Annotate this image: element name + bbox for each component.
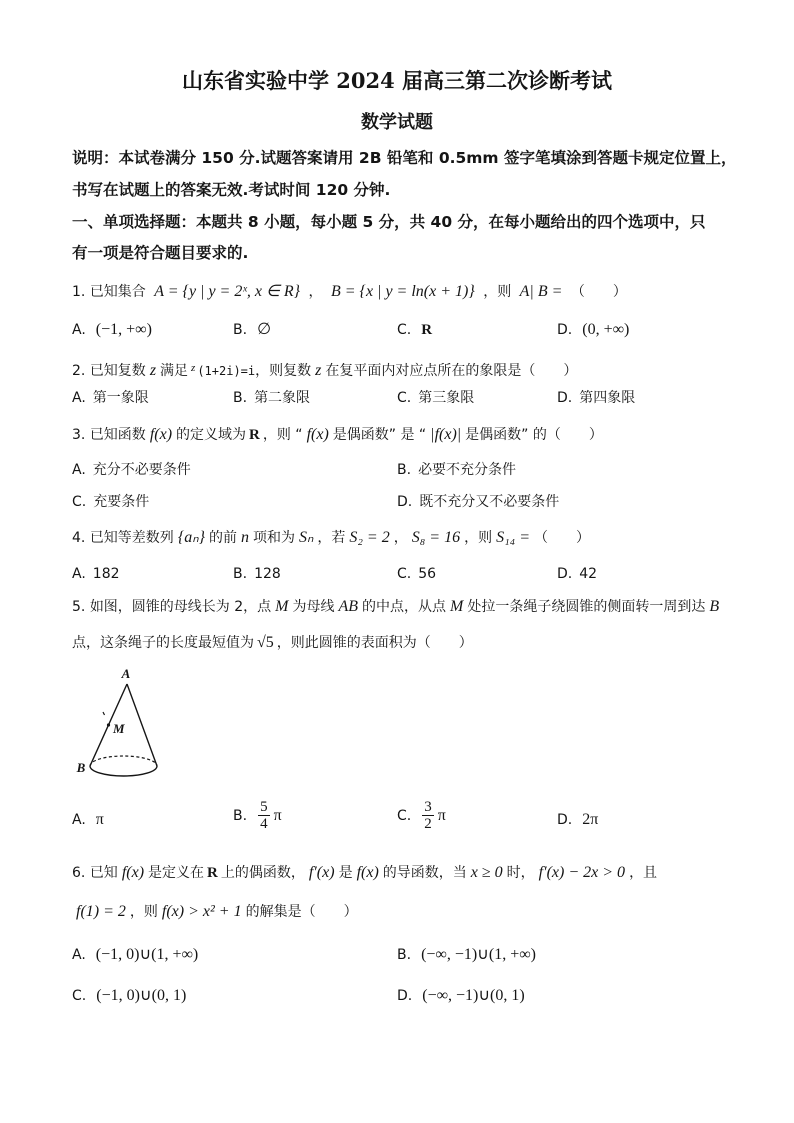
math-point: M (275, 598, 289, 615)
question-text: 如图，圆锥的母线长为 2，点 (89, 599, 272, 615)
option-value: 第四象限 (579, 390, 636, 406)
math-segment: AB (338, 598, 359, 615)
section-heading-line-1: 一、单项选择题：本题共 8 小题，每小题 5 分，共 40 分，在每小题给出的四个选项中，只 (72, 213, 706, 231)
question-5-line-1 (72, 596, 723, 618)
option-label: A. (72, 462, 86, 478)
q3-option-b (397, 459, 516, 481)
q2-option-d (557, 387, 635, 409)
question-number: 5. (72, 599, 86, 615)
q6-option-c (72, 985, 189, 1007)
question-text: 的解集是（ ） (245, 904, 358, 920)
math-abs-function: |f(x)| (430, 426, 462, 443)
question-text: 已知等差数列 (89, 530, 174, 546)
option-label: C. (397, 807, 412, 824)
cone-figure (70, 662, 170, 787)
option-label: A. (72, 812, 86, 828)
math-variable: n (240, 529, 249, 546)
option-value: ∅ (257, 321, 271, 338)
q1-option-a (72, 319, 155, 341)
math-set-b: B = {x | y = ln(x + 1)} (330, 283, 475, 300)
question-2 (72, 357, 577, 382)
cone-right-generatrix (127, 684, 157, 766)
question-text: 的前 (208, 530, 237, 546)
option-value: 第二象限 (254, 390, 311, 406)
math-set-a: A = {y | y = 2ˣ, x ∈ R} (154, 283, 301, 300)
q1-option-b (233, 319, 274, 341)
option-value: 第一象限 (92, 390, 149, 406)
option-value: 第三象限 (418, 390, 475, 406)
math-variable: z (191, 362, 196, 374)
answer-bracket: （ ） (570, 284, 627, 300)
option-value: 充分不必要条件 (92, 462, 191, 478)
option-value: 42 (579, 566, 598, 582)
option-label: B. (397, 947, 412, 963)
math-function: f(x) (149, 426, 173, 443)
tick-mark (103, 712, 105, 715)
instructions-line-2: 书写在试题上的答案无效.考试时间 120 分钟. (72, 181, 391, 199)
math-variable: z (149, 362, 157, 379)
q1-option-d (557, 319, 632, 341)
question-text: 的中点，从点 (362, 599, 447, 615)
option-value: (0, +∞) (582, 321, 630, 338)
option-label: D. (557, 390, 573, 406)
question-text: ，则 “ (262, 427, 303, 443)
math-function: f(x) (306, 426, 329, 443)
option-value: 128 (254, 566, 281, 582)
q4-option-d (557, 563, 597, 585)
q6-option-a (72, 944, 201, 966)
option-value: 2π (582, 811, 599, 828)
question-number: 6. (72, 865, 86, 881)
option-label: B. (233, 322, 248, 338)
q4-option-b (233, 563, 281, 585)
q2-option-c (397, 387, 474, 409)
question-6-line-1 (72, 862, 657, 884)
math-function: f(x) (356, 864, 379, 881)
question-text: ，则 (483, 284, 512, 300)
question-text: ，则 (464, 530, 493, 546)
q1-option-c (397, 319, 435, 341)
question-text: 在复平面内对应点所在的象限是（ ） (325, 363, 578, 379)
q5-option-d (557, 809, 601, 831)
question-number: 2. (72, 363, 86, 379)
q4-option-c (397, 563, 436, 585)
option-value: 182 (92, 566, 120, 582)
option-label: A. (72, 322, 86, 338)
question-text: 是偶函数” 是 “ (332, 427, 427, 443)
fraction-denominator: 4 (260, 816, 268, 832)
option-label: B. (233, 390, 248, 406)
question-text: ，则此圆锥的表面积为（ ） (276, 635, 473, 651)
question-text: ，且 (629, 865, 658, 881)
fraction-numerator: 3 (424, 799, 432, 815)
math-real-set: R (207, 865, 218, 881)
question-text: 已知集合 (89, 284, 146, 300)
option-label: B. (233, 807, 248, 824)
question-text: ， (393, 530, 408, 546)
math-sum: Sₙ (298, 529, 314, 546)
question-text: 已知复数 (89, 363, 146, 379)
question-4 (72, 527, 590, 549)
q3-option-c (72, 491, 149, 513)
question-text: 点，这条绳子的长度最短值为 (72, 635, 254, 651)
option-label: D. (397, 988, 413, 1004)
option-value: (−1, 0)∪(1, +∞) (95, 946, 199, 963)
question-6-line-2 (72, 901, 358, 923)
option-value: π (273, 806, 282, 824)
option-label: A. (72, 566, 86, 582)
math-function: f(x) (121, 864, 145, 881)
option-label: B. (233, 566, 248, 582)
option-value: (−∞, −1)∪(1, +∞) (421, 946, 536, 963)
q6-option-d (397, 985, 528, 1007)
question-text: 已知 (89, 865, 118, 881)
question-text: ， (308, 284, 323, 300)
question-text: 是偶函数” 的（ ） (465, 427, 603, 443)
question-3 (72, 424, 603, 446)
fraction-numerator: 5 (260, 799, 268, 815)
math-sequence: {aₙ} (177, 529, 205, 546)
option-value: π (437, 806, 446, 824)
math-condition: x ≥ 0 (470, 864, 503, 881)
option-label: D. (557, 322, 573, 338)
math-sqrt: √5 (257, 634, 274, 651)
q2-option-a (72, 387, 149, 409)
option-label: C. (397, 322, 412, 338)
option-value: 既不充分又不必要条件 (419, 494, 560, 510)
question-text: 时， (506, 865, 535, 881)
option-value: 充要条件 (93, 494, 150, 510)
math-real-set: R (249, 427, 260, 443)
math-expression: S₁₄ = (496, 529, 530, 546)
question-text: ，则 (129, 904, 158, 920)
math-inequality: f(x) > x² + 1 (161, 903, 242, 920)
question-text: 的定义域为 (176, 427, 247, 443)
math-point: M (450, 598, 464, 615)
question-text: 的导函数，当 (382, 865, 467, 881)
math-equation: S₈ = 16 (411, 529, 461, 546)
question-text: ，则复数 (255, 363, 312, 379)
q4-option-a (72, 563, 120, 585)
instructions-line-1: 说明：本试卷满分 150 分.试题答案请用 2B 铅笔和 0.5mm 签字笔填涂到答题卡规定位置上， (72, 149, 737, 167)
math-point: B (709, 598, 720, 615)
math-equation: (1+2i)=i (197, 364, 256, 378)
question-text: ，若 (317, 530, 346, 546)
math-variable: z (315, 362, 322, 379)
question-number: 3. (72, 427, 86, 443)
q5-option-a (72, 809, 107, 831)
midpoint-label: M (113, 721, 125, 736)
option-value: π (95, 811, 104, 828)
question-number: 4. (72, 530, 86, 546)
apex-label: A (121, 666, 131, 681)
fraction-denominator: 2 (424, 816, 432, 832)
cone-base-back-arc (90, 756, 157, 766)
option-label: D. (397, 494, 413, 510)
q3-option-d (397, 491, 559, 513)
option-label: D. (557, 812, 573, 828)
section-heading-line-2: 有一项是符合题目要求的. (72, 244, 249, 262)
base-point-label: B (76, 760, 86, 775)
question-5-line-2 (72, 632, 473, 654)
question-number: 1. (72, 284, 86, 300)
math-derivative: f′(x) (308, 864, 335, 881)
q5-option-c (397, 799, 449, 832)
question-1 (72, 281, 627, 303)
q2-option-b (233, 387, 310, 409)
option-value: 必要不充分条件 (418, 462, 517, 478)
option-value: 56 (418, 566, 437, 582)
fraction (258, 799, 270, 832)
option-value: R (421, 322, 433, 338)
option-value: (−1, 0)∪(0, 1) (96, 987, 187, 1004)
math-equation: S₂ = 2 (349, 529, 390, 546)
question-text: 是定义在 (148, 865, 205, 881)
option-label: D. (557, 566, 573, 582)
math-inequality: f′(x) − 2x > 0 (538, 864, 626, 881)
question-text: 处拉一条绳子绕圆锥的侧面转一周到达 (467, 599, 706, 615)
option-label: B. (397, 462, 412, 478)
question-text: 上的偶函数， (220, 865, 305, 881)
option-label: C. (397, 390, 412, 406)
math-expression: A| B = (519, 283, 563, 300)
question-text: 为母线 (292, 599, 335, 615)
exam-subtitle: 数学试题 (361, 112, 433, 133)
option-label: A. (72, 947, 86, 963)
q3-option-a (72, 459, 191, 481)
answer-bracket: （ ） (534, 530, 590, 546)
option-label: C. (397, 566, 412, 582)
option-value: (−1, +∞) (95, 321, 152, 338)
question-text: 项和为 (252, 530, 295, 546)
option-label: C. (72, 494, 87, 510)
option-label: C. (72, 988, 87, 1004)
midpoint-dot (107, 723, 110, 726)
exam-title: 山东省实验中学 2024 届高三第二次诊断考试 (181, 68, 613, 93)
q5-option-b (233, 799, 285, 832)
q6-option-b (397, 944, 539, 966)
math-equation: f(1) = 2 (76, 903, 126, 920)
fraction (422, 799, 434, 832)
question-text: 已知函数 (89, 427, 146, 443)
question-text: 是 (338, 865, 353, 881)
option-label: A. (72, 390, 86, 406)
option-value: (−∞, −1)∪(0, 1) (422, 987, 525, 1004)
question-text: 满足 (160, 363, 189, 379)
cone-base-front-arc (90, 766, 157, 776)
